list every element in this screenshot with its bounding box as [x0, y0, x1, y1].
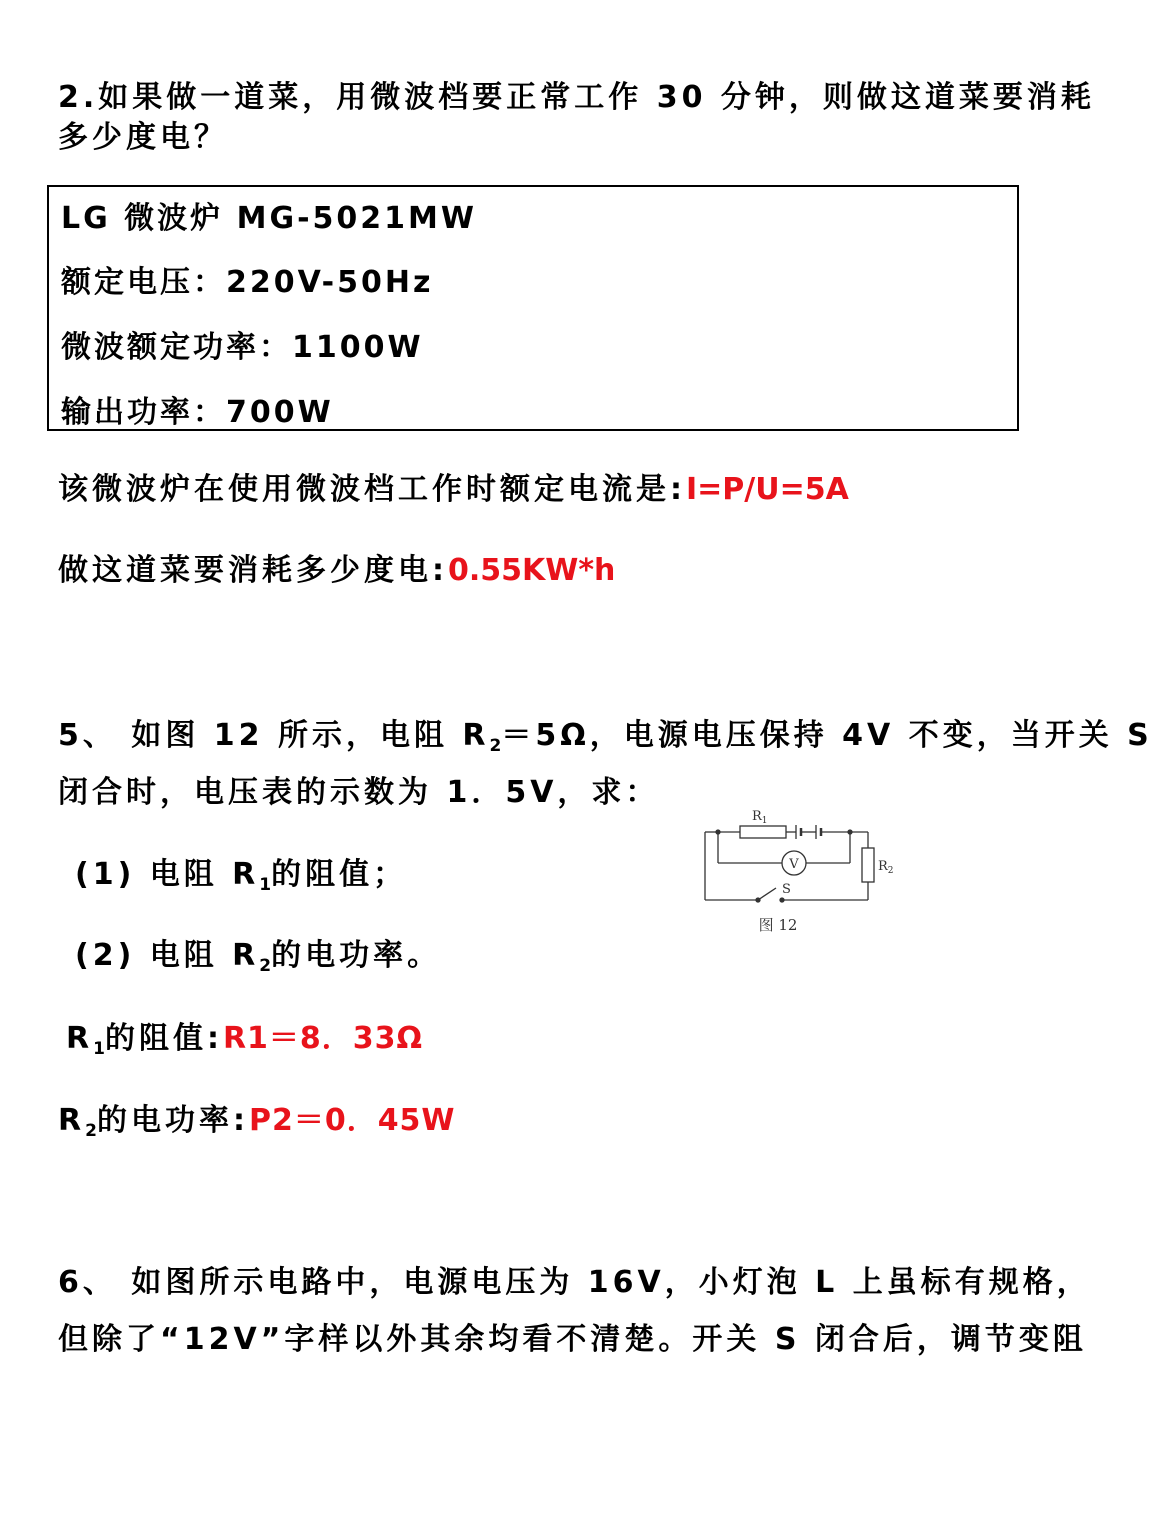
q5-answer1 — [66, 1021, 423, 1059]
q5-part2-text: (2) 电阻 R — [75, 938, 260, 973]
q5-answer1-text: R — [66, 1021, 94, 1056]
q5-answer2 — [58, 1103, 456, 1141]
q2-line1: 2.如果做一道菜，用微波档要正常工作 30 分钟，则做这道菜要消耗 — [58, 80, 1095, 115]
spec-table — [47, 185, 1019, 431]
q5-part2 — [75, 938, 441, 976]
label-r2: $R_2$ — [878, 859, 894, 876]
q5-part1-text-b: 的阻值； — [271, 857, 408, 892]
figure-caption: 图 12 — [758, 916, 798, 934]
q5-answer2-sub: 2 — [85, 1121, 97, 1141]
q5-answer2-value: P2＝0．45W — [248, 1103, 456, 1138]
q2-answer1 — [58, 472, 849, 508]
q2-answer2-label: 做这道菜要消耗多少度电: — [58, 553, 448, 588]
q2-line2: 多少度电？ — [58, 120, 228, 155]
q5-answer2-label: 的电功率: — [96, 1103, 249, 1138]
q5-line1 — [58, 718, 1153, 756]
switch-s — [756, 888, 784, 902]
label-voltmeter: V — [789, 857, 799, 872]
q5-part2-text-b: 的电功率。 — [271, 938, 442, 973]
q5-line2: 闭合时，电压表的示数为 1．5V，求： — [58, 775, 660, 810]
resistor-r1 — [740, 826, 786, 838]
spec-line-model: LG 微波炉 MG-5021MW — [61, 201, 477, 236]
battery — [796, 825, 821, 839]
q6-line1: 6、 如图所示电路中，电源电压为 16V，小灯泡 L 上虽标有规格， — [58, 1265, 1091, 1300]
q5-line1-text-b: ＝5Ω，电源电压保持 4V 不变，当开关 S — [501, 718, 1153, 753]
circuit-diagram-figure-12 — [700, 800, 900, 940]
spec-line-voltage: 额定电压：220V-50Hz — [61, 265, 434, 300]
q5-part1-text: (1) 电阻 R — [75, 857, 260, 892]
q2-answer2 — [58, 553, 615, 589]
resistor-r2 — [862, 848, 874, 882]
q2-answer1-label: 该微波炉在使用微波档工作时额定电流是: — [58, 472, 686, 507]
q5-part2-sub: 2 — [259, 956, 272, 976]
spec-line-output-power: 输出功率：700W — [61, 395, 334, 430]
q5-answer2-text: R — [58, 1103, 86, 1138]
q5-answer1-sub: 1 — [93, 1039, 105, 1059]
q5-part1 — [75, 857, 407, 895]
q6-line2: 但除了“12V”字样以外其余均看不清楚。开关 S 闭合后，调节变阻 — [58, 1322, 1087, 1357]
spec-line-microwave-power: 微波额定功率：1100W — [61, 330, 424, 365]
label-r1: $R_1$ — [752, 809, 768, 826]
q5-answer1-value: R1＝8．33Ω — [222, 1021, 424, 1056]
q2-answer1-value: I=P/U=5A — [686, 472, 849, 507]
q5-part1-sub: 1 — [259, 875, 272, 895]
q2-answer2-value: 0.55KW*h — [448, 553, 616, 588]
label-switch: S — [782, 882, 791, 897]
q5-line1-sub: 2 — [489, 736, 502, 756]
q5-line1-text: 5、 如图 12 所示，电阻 R — [58, 718, 490, 753]
q5-answer1-label: 的阻值: — [104, 1021, 223, 1056]
